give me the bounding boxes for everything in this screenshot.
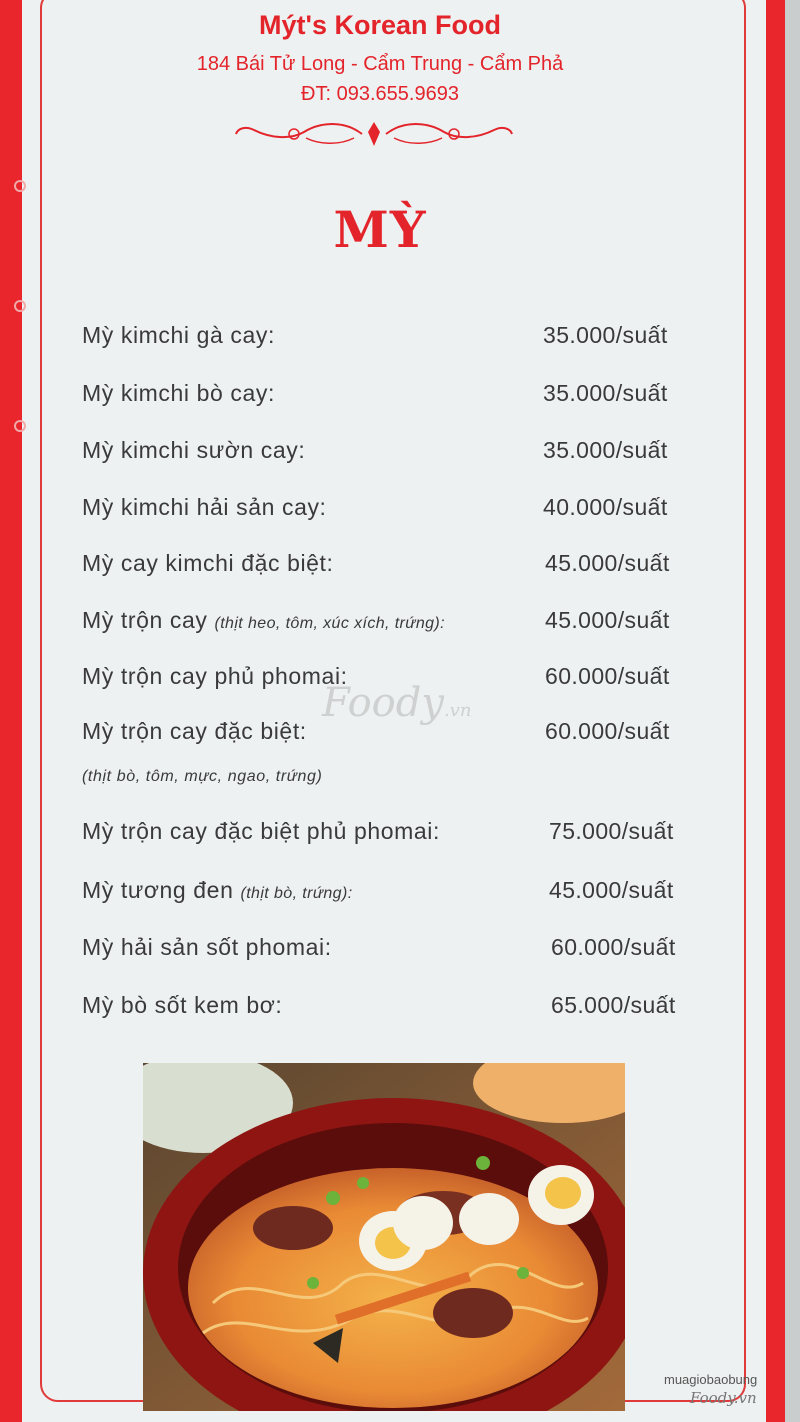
restaurant-address: 184 Bái Tử Long - Cẩm Trung - Cẩm Phả xyxy=(196,53,564,75)
photo-credit-user: muagiobaobung xyxy=(664,1372,758,1387)
menu-item-name xyxy=(82,877,353,904)
menu-item-price: 45.000/suất xyxy=(545,550,670,576)
menu-item-label: Mỳ kimchi hải sản cay: xyxy=(82,494,327,520)
menu-item-name xyxy=(82,494,327,521)
menu-item-name xyxy=(82,718,307,745)
special-item-note: (thịt bò, tôm, mực, ngao, trứng) xyxy=(82,768,323,785)
background-strip xyxy=(785,0,800,1422)
menu-item-name xyxy=(82,607,445,634)
restaurant-name: Mýt's Korean Food xyxy=(259,10,501,40)
ornament-divider xyxy=(234,118,514,152)
menu-item-label: Mỳ trộn cay phủ phomai: xyxy=(82,663,348,689)
menu-item-price: 45.000/suất xyxy=(549,877,674,903)
menu-item-price: 65.000/suất xyxy=(551,992,676,1018)
menu-item-label: Mỳ hải sản sốt phomai: xyxy=(82,934,332,960)
menu-item-name xyxy=(82,992,282,1019)
menu-item-price: 45.000/suất xyxy=(545,607,670,633)
menu-item-label: Mỳ trộn cay xyxy=(82,607,208,633)
binding-ring xyxy=(14,420,26,432)
menu-item-price: 35.000/suất xyxy=(543,380,668,406)
menu-item-price: 60.000/suất xyxy=(545,718,670,744)
menu-item-price: 75.000/suất xyxy=(549,818,674,844)
restaurant-phone: ĐT: 093.655.9693 xyxy=(301,83,459,105)
menu-item-name xyxy=(82,550,334,577)
menu-item-label: Mỳ cay kimchi đặc biệt: xyxy=(82,550,334,576)
menu-item-note: (thịt heo, tôm, xúc xích, trứng): xyxy=(214,615,445,632)
menu-item-name xyxy=(82,437,305,464)
menu-item-label: Mỳ trộn cay đặc biệt phủ phomai: xyxy=(82,818,440,844)
menu-item-name xyxy=(82,934,332,961)
noodle-dish-photo xyxy=(143,1063,625,1411)
menu-item-label: Mỳ kimchi bò cay: xyxy=(82,380,275,406)
watermark: Foody.vn xyxy=(322,680,472,726)
menu-item-label: Mỳ bò sốt kem bơ: xyxy=(82,992,283,1018)
binding-ring xyxy=(14,180,26,192)
menu-item-name xyxy=(82,322,275,349)
menu-item-label: Mỳ kimchi gà cay: xyxy=(82,322,275,348)
menu-item-label: Mỳ tương đen xyxy=(82,877,234,903)
section-title: MỲ xyxy=(333,200,427,259)
menu-item-label: Mỳ trộn cay đặc biệt: xyxy=(82,718,307,744)
menu-item-price: 40.000/suất xyxy=(543,494,668,520)
menu-item-note: (thịt bò, trứng): xyxy=(240,885,353,902)
menu-item-price: 60.000/suất xyxy=(551,934,676,960)
binding-ring xyxy=(14,300,26,312)
menu-item-name xyxy=(82,380,275,407)
menu-item-price: 60.000/suất xyxy=(545,663,670,689)
menu-item-label: Mỳ kimchi sườn cay: xyxy=(82,437,306,463)
menu-item-price: 35.000/suất xyxy=(543,437,668,463)
menu-item-name xyxy=(82,663,348,690)
menu-item-price: 35.000/suất xyxy=(543,322,668,348)
menu-item-name xyxy=(82,818,440,845)
photo-credit-site: Foody.vn xyxy=(690,1389,757,1407)
